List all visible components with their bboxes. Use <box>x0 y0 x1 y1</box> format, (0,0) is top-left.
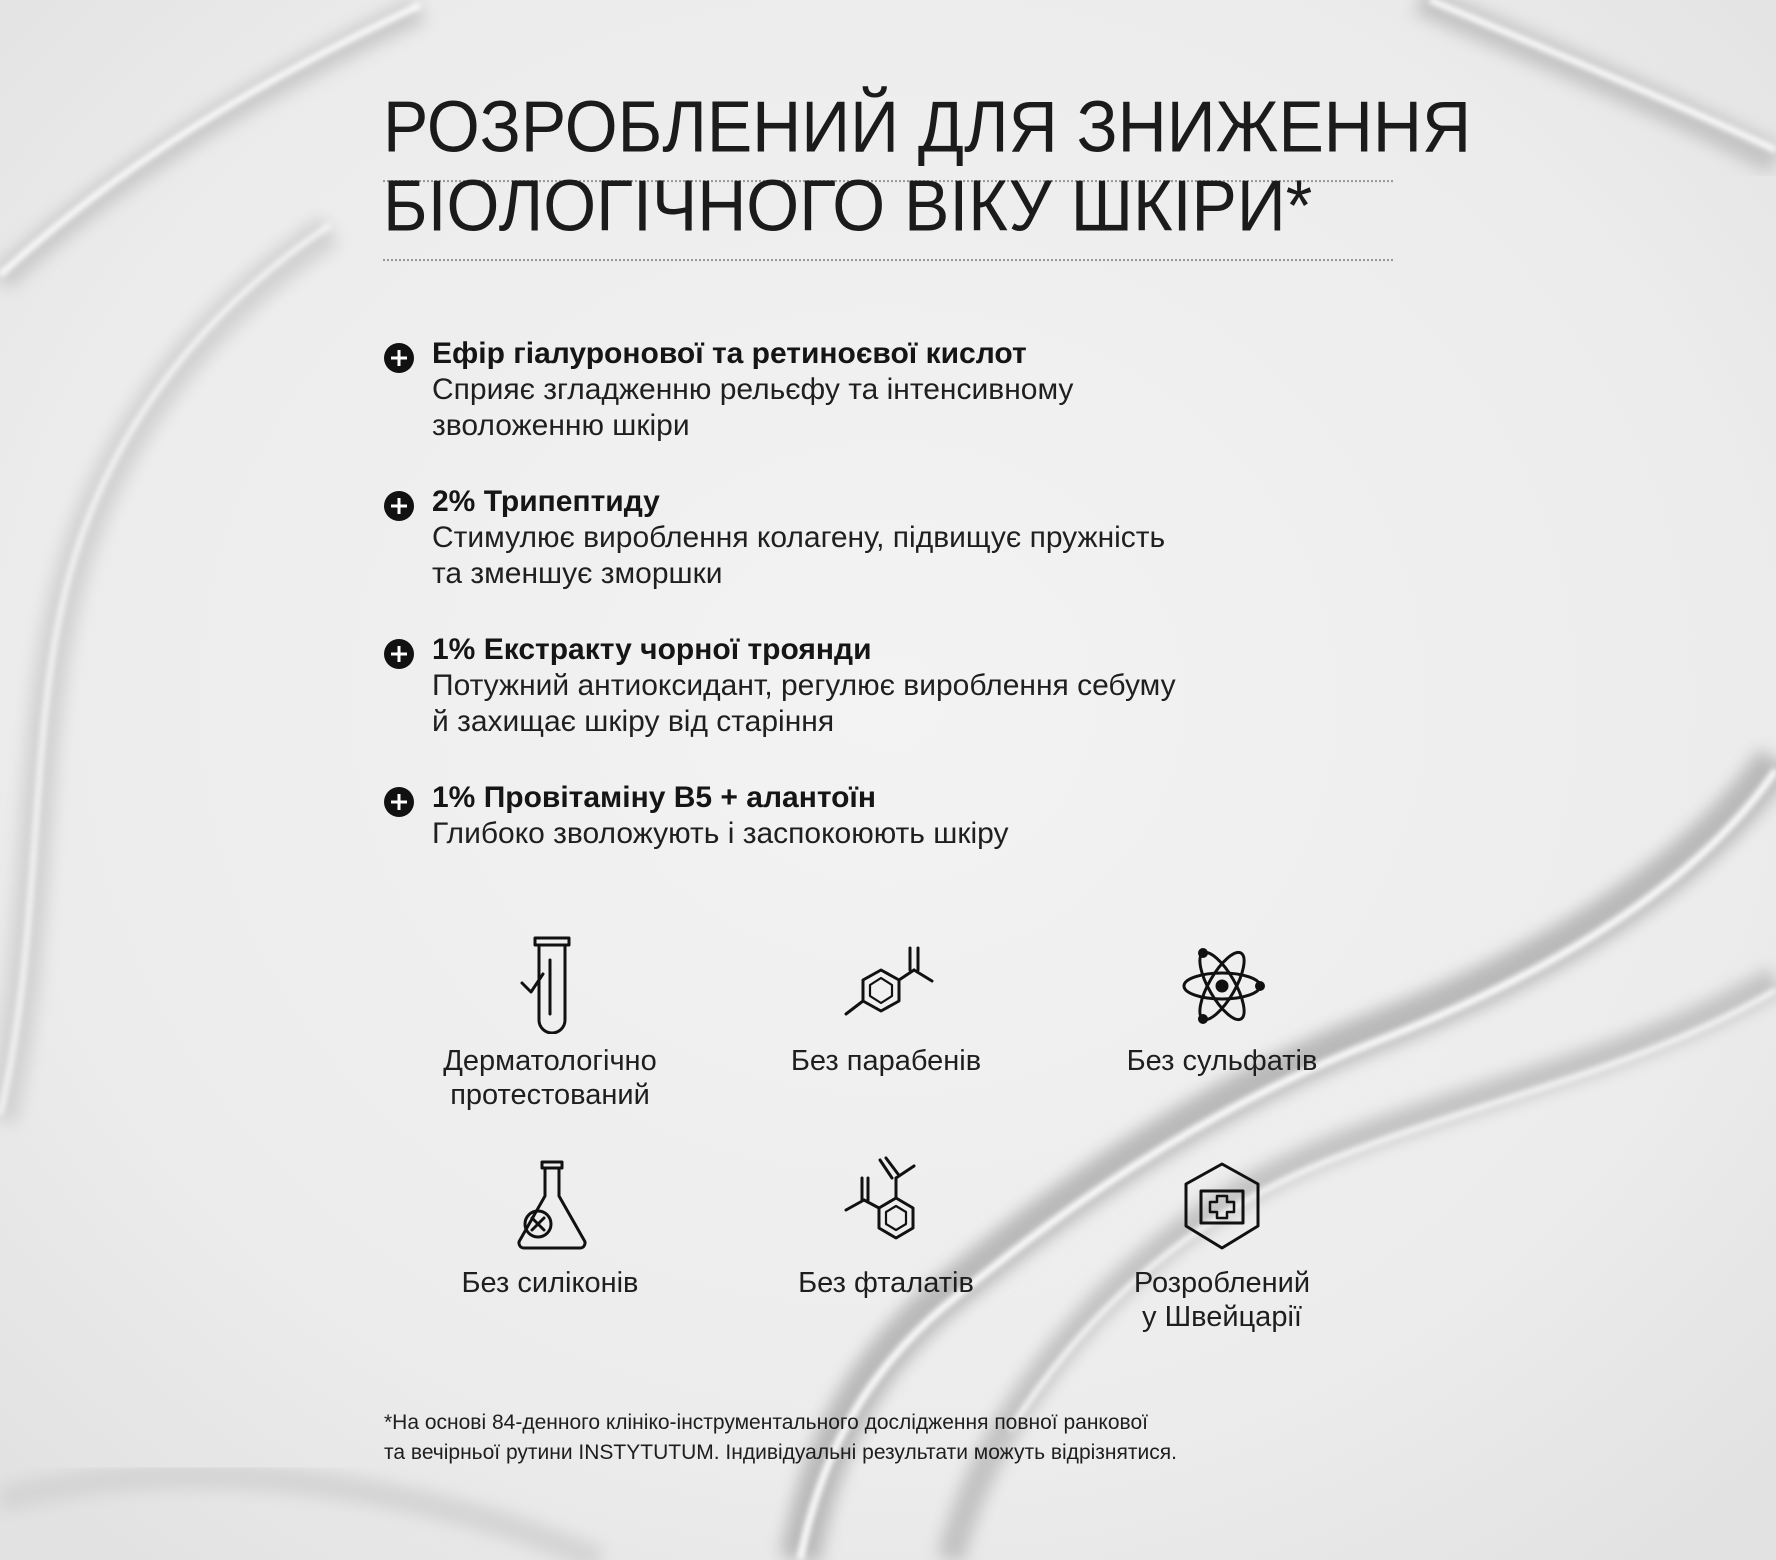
badge-label-line: Без сульфатів <box>1126 1045 1318 1077</box>
feature-heading: 1% Екстракту чорної троянди <box>432 633 872 666</box>
feature-item <box>384 632 1284 742</box>
feature-description-line: Стимулює вироблення колагену, підвищує пружність <box>432 521 1166 554</box>
paraben-molecule-icon <box>836 934 936 1034</box>
badge-developed-in-switzerland <box>1072 1156 1372 1334</box>
badge-dermatologically-tested <box>400 934 700 1112</box>
feature-description <box>432 520 1252 592</box>
feature-item <box>384 780 1284 860</box>
badge-label <box>736 1266 1036 1300</box>
badge-label <box>1072 1044 1372 1078</box>
phthalate-molecule-icon <box>836 1156 936 1256</box>
feature-description-line: Потужний антиоксидант, регулює вироблення себуму <box>432 669 1176 702</box>
badge-label <box>400 1044 700 1112</box>
feature-heading: 2% Трипептиду <box>432 485 660 518</box>
feature-description-line: Сприяє згладженню рельєфу та інтенсивному <box>432 373 1074 406</box>
badge-no-phthalates <box>736 1156 1036 1300</box>
feature-description <box>432 372 1252 444</box>
badge-label <box>1072 1266 1372 1334</box>
feature-heading: 1% Провітаміну B5 + алантоїн <box>432 781 876 814</box>
badge-label <box>736 1044 1036 1078</box>
badge-no-silicones <box>400 1156 700 1300</box>
badge-label-line: у Швейцарії <box>1142 1301 1302 1333</box>
badge-label <box>400 1266 700 1300</box>
feature-heading: Ефір гіалуронової та ретиноєвої кислот <box>432 337 1027 370</box>
feature-description <box>432 816 1252 852</box>
feature-description-line: зволоженню шкіри <box>432 409 690 442</box>
swiss-shield-icon <box>1172 1156 1272 1256</box>
badge-no-parabens <box>736 934 1036 1078</box>
badge-label-line: Без фталатів <box>798 1267 974 1299</box>
badge-label-line: Без силіконів <box>461 1267 639 1299</box>
atom-icon <box>1172 934 1272 1034</box>
test-tube-check-icon <box>500 934 600 1034</box>
badge-label-line: Без парабенів <box>790 1045 982 1077</box>
feature-item <box>384 336 1284 446</box>
plus-circle-icon <box>384 639 414 669</box>
plus-circle-icon <box>384 787 414 817</box>
footnote-line: та вечірньої рутини INSTYTUTUM. Індивідуальні результати можуть відрізнятися. <box>384 1441 1177 1464</box>
feature-description-line: Глибоко зволожують і заспокоюють шкіру <box>432 817 1009 850</box>
feature-description <box>432 668 1252 740</box>
footnote-line: *На основі 84-денного клініко-інструментального дослідження повної ранкової <box>384 1411 1148 1434</box>
flask-cross-icon <box>500 1156 600 1256</box>
feature-item <box>384 484 1284 594</box>
badge-label-line: протестований <box>450 1079 650 1111</box>
badge-label-line: Дерматологічно <box>443 1045 657 1077</box>
page-title-line-2: БІОЛОГІЧНОГО ВІКУ ШКІРИ* <box>383 170 1393 261</box>
plus-circle-icon <box>384 343 414 373</box>
page-title-line-1: РОЗРОБЛЕНИЙ ДЛЯ ЗНИЖЕННЯ <box>383 91 1393 182</box>
badge-label-line: Розроблений <box>1133 1267 1311 1299</box>
plus-circle-icon <box>384 491 414 521</box>
badge-no-sulfates <box>1072 934 1372 1078</box>
footnote <box>384 1408 1344 1468</box>
feature-description-line: та зменшує зморшки <box>432 557 723 590</box>
feature-description-line: й захищає шкіру від старіння <box>432 705 835 738</box>
